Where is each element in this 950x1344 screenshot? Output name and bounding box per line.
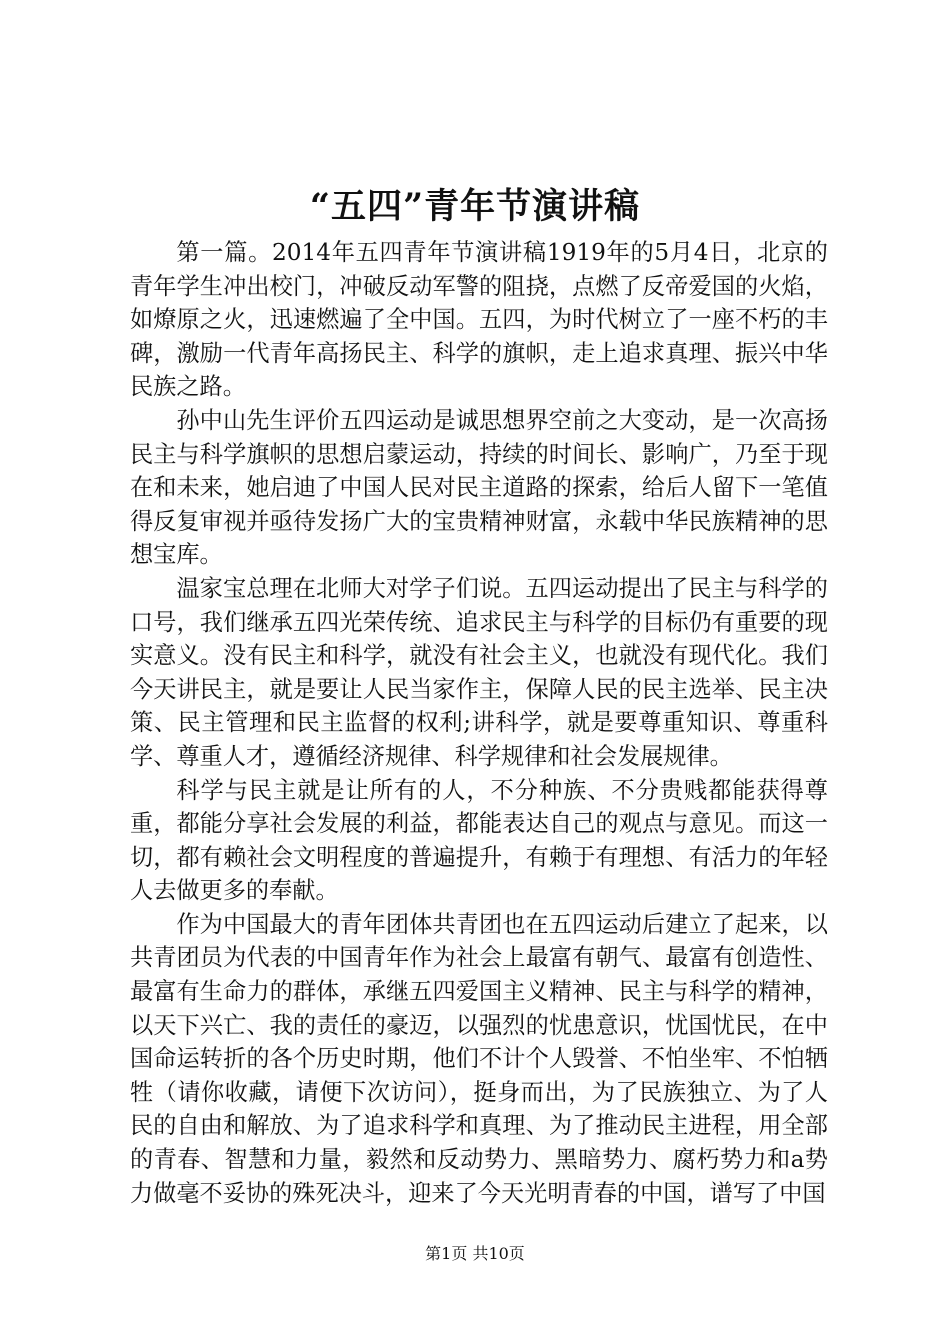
document-body xyxy=(130,236,828,1210)
paragraph-3: 温家宝总理在北师大对学子们说。五四运动提出了民主与科学的口号，我们继承五四光荣传统、追求民主与科学的目标仍有重要的现实意义。没有民主和科学，就没有社会主义，也就没有现代化。我们今天讲民主，就是要让人民当家作主，保障人民的民主选举、民主决策、民主管理和民主监督的权利;讲科学，就是要尊重知识、尊重科学、尊重人才，遵循经济规律、科学规律和社会发展规律。 xyxy=(130,574,828,770)
paragraph-5: 作为中国最大的青年团体共青团也在五四运动后建立了起来，以共青团员为代表的中国青年作为社会上最富有朝气、最富有创造性、最富有生命力的群体，承继五四爱国主义精神、民主与科学的精神，以天下兴亡、我的责任的豪迈，以强烈的忧患意识，忧国忧民，在中国命运转折的各个历史时期，他们不计个人毁誉、不怕坐牢、不怕牺牲（请你收藏，请便下次访问），挺身而出，为了民族独立、为了人民的自由和解放、为了追求科学和真理、为了推动民主进程，用全部的青春、智慧和力量，毅然和反动势力、黑暗势力、腐朽势力和a势力做毫不妥协的殊死决斗，迎来了今天光明青春的中国，谱写了中国 xyxy=(130,910,828,1207)
paragraph-2: 孙中山先生评价五四运动是诚思想界空前之大变动，是一次高扬民主与科学旗帜的思想启蒙运动，持续的时间长、影响广，乃至于现在和未来，她启迪了中国人民对民主道路的探索，给后人留下一笔值得反复审视并亟待发扬广大的宝贵精神财富，永载中华民族精神的思想宝库。 xyxy=(130,406,828,569)
document-title: “五四”青年节演讲稿 xyxy=(309,186,641,227)
paragraph-4: 科学与民主就是让所有的人，不分种族、不分贵贱都能获得尊重，都能分享社会发展的利益，都能表达自己的观点与意见。而这一切，都有赖社会文明程度的普遍提升，有赖于有理想、有活力的年轻人去做更多的奉献。 xyxy=(130,776,828,905)
page-number-footer: 第1页 共10页 xyxy=(425,1244,525,1263)
paragraph-1: 第一篇。2014年五四青年节演讲稿1919年的5月4日，北京的青年学生冲出校门，冲破反动军警的阻挠，点燃了反帝爱国的火焰，如燎原之火，迅速燃遍了全中国。五四，为时代树立了一座不朽的丰碑，激励一代青年高扬民主、科学的旗帜，走上追求真理、振兴中华民族之路。 xyxy=(130,239,828,401)
